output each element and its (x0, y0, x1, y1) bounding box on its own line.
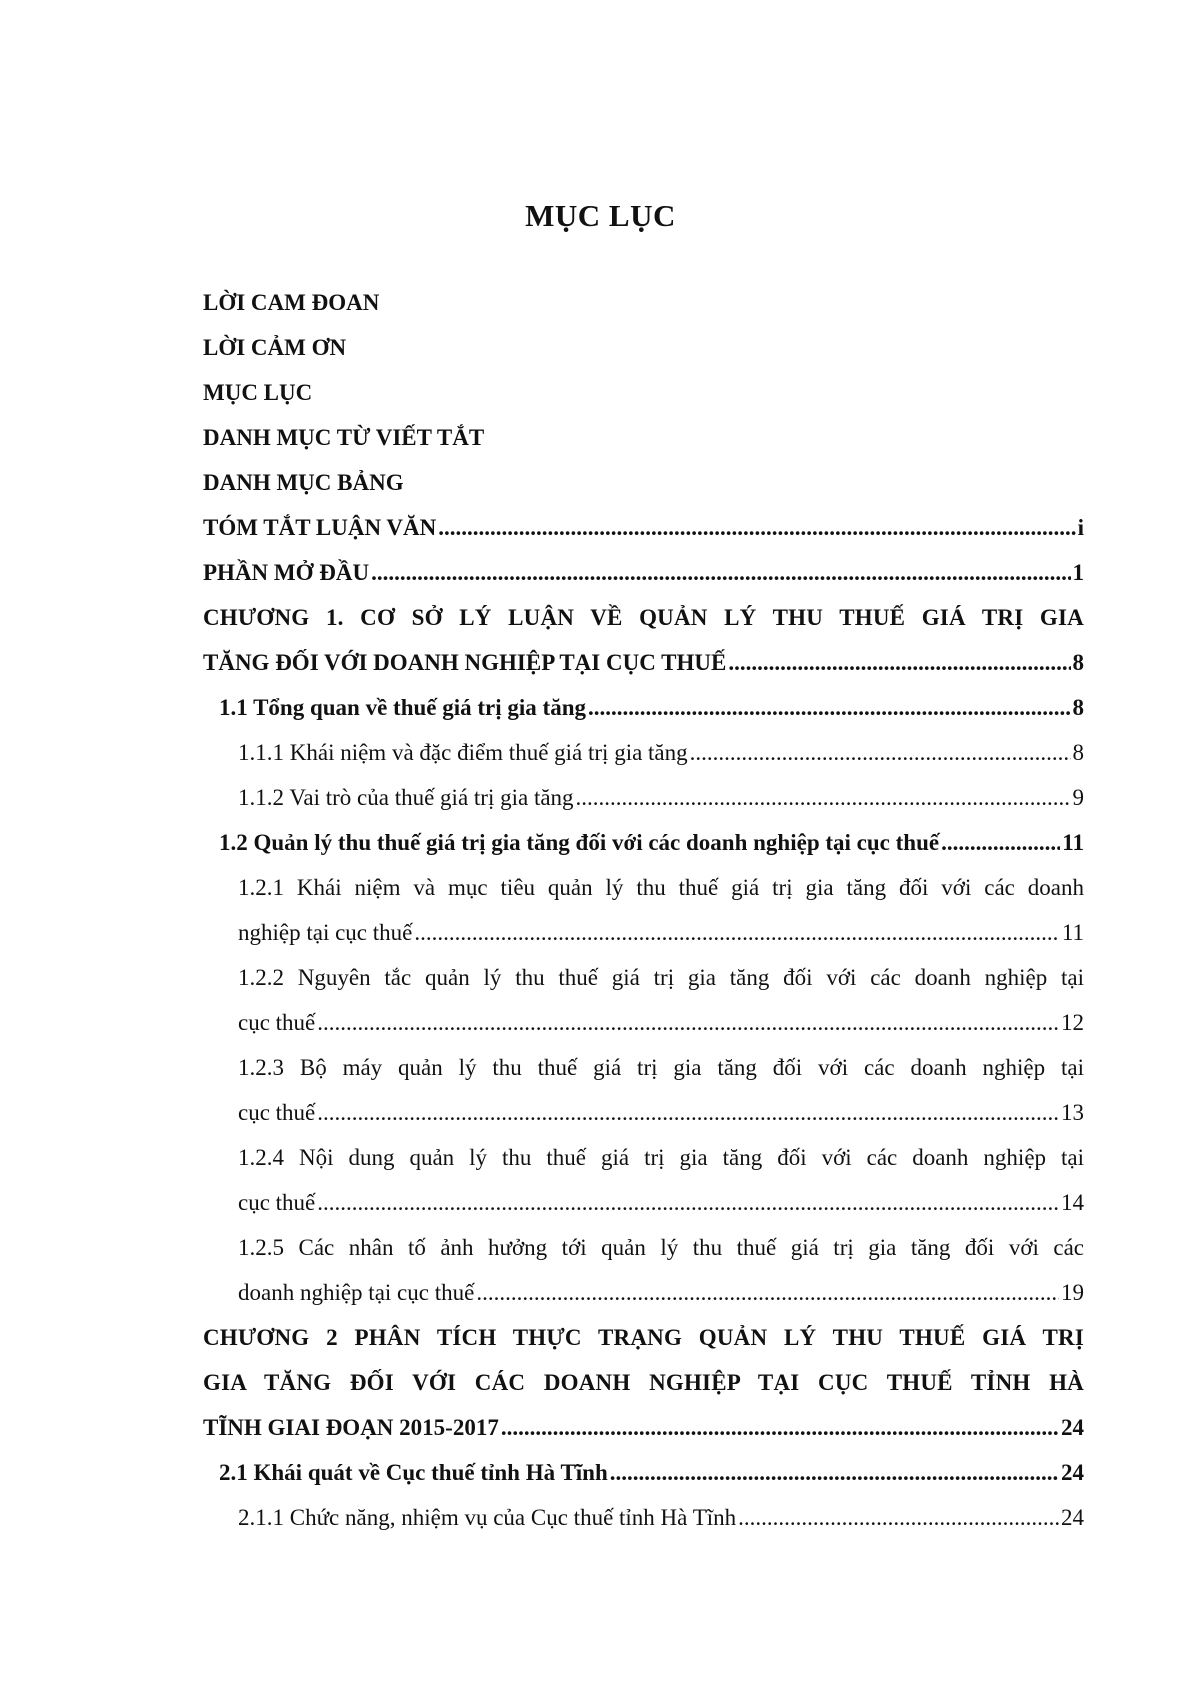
toc-entry-line: 1.2.2 Nguyên tắc quản lý thu thuế giá trị gia tăng đối với các doanh nghiệp tại (238, 965, 1084, 990)
page-number: 13 (1061, 1100, 1084, 1125)
dot-leader (476, 1270, 1059, 1315)
toc-entry-line: GIA TĂNG ĐỐI VỚI CÁC DOANH NGHIỆP TẠI CỤC THUẾ TỈNH HÀ (203, 1370, 1084, 1395)
dot-leader (738, 1495, 1059, 1540)
toc-entry-text: TĂNG ĐỐI VỚI DOANH NGHIỆP TẠI CỤC THUẾ (203, 650, 727, 675)
toc-entry-line (203, 640, 1084, 685)
toc-entry-1-1-2 (203, 775, 1084, 820)
dot-leader (317, 1090, 1059, 1135)
dot-leader (690, 730, 1071, 775)
toc-entry-line: 1.2.1 Khái niệm và mục tiêu quản lý thu thuế giá trị gia tăng đối với các doanh (238, 875, 1084, 900)
page-number: 12 (1061, 1010, 1084, 1035)
toc-entry-text: 2.1 Khái quát về Cục thuế tỉnh Hà Tĩnh (219, 1460, 608, 1485)
dot-leader (610, 1450, 1059, 1495)
toc-entry-danh-muc-bang: DANH MỤC BẢNG (203, 470, 404, 495)
dot-leader (576, 775, 1071, 820)
toc-entry-loi-cam-doan: LỜI CAM ĐOAN (203, 290, 380, 315)
toc-entry-1-2-1 (203, 865, 1084, 955)
toc-entry-2-1-1 (203, 1495, 1084, 1540)
page-number: i (1077, 515, 1084, 540)
dot-leader (317, 1180, 1059, 1225)
toc-entry-line (238, 1090, 1084, 1135)
toc-entry-chuong-1 (203, 595, 1084, 685)
dot-leader (501, 1405, 1059, 1450)
toc-entry-line (238, 1270, 1084, 1315)
toc-entry-text: nghiệp tại cục thuế (238, 920, 413, 945)
toc-entry-1-2 (203, 820, 1084, 865)
toc-entry-line: 1.2.4 Nội dung quản lý thu thuế giá trị gia tăng đối với các doanh nghiệp tại (238, 1145, 1084, 1170)
toc-entry-line: CHƯƠNG 2 PHÂN TÍCH THỰC TRẠNG QUẢN LÝ THU THUẾ GIÁ TRỊ (203, 1325, 1084, 1350)
page-number: 9 (1072, 785, 1084, 810)
toc-entry-text: TÓM TẮT LUẬN VĂN (203, 515, 437, 540)
toc-entry-1-1 (203, 685, 1084, 730)
page-number: 24 (1061, 1415, 1084, 1440)
toc-entry-text: 1.1 Tổng quan về thuế giá trị gia tăng (219, 695, 586, 720)
toc-entry-loi-cam-on: LỜI CẢM ƠN (203, 335, 347, 360)
toc-entry-2-1 (203, 1450, 1084, 1495)
toc-entry-line (238, 1000, 1084, 1045)
toc-entry-line (238, 1180, 1084, 1225)
toc-entry-muc-luc: MỤC LỤC (203, 380, 313, 405)
page-number: 11 (1061, 920, 1084, 945)
page-number: 24 (1061, 1460, 1084, 1485)
toc-entry-text: doanh nghiệp tại cục thuế (238, 1280, 475, 1305)
toc-entry-1-2-2 (203, 955, 1084, 1045)
toc-entry-text: cục thuế (238, 1010, 316, 1035)
dot-leader (438, 505, 1075, 550)
page-number: 19 (1061, 1280, 1084, 1305)
table-of-contents (203, 280, 1084, 1540)
toc-entry-text: cục thuế (238, 1100, 316, 1125)
toc-entry-line (203, 1405, 1084, 1450)
toc-entry-line: 1.2.3 Bộ máy quản lý thu thuế giá trị gia tăng đối với các doanh nghiệp tại (238, 1055, 1084, 1080)
dot-leader (728, 640, 1070, 685)
toc-entry-1-2-5 (203, 1225, 1084, 1315)
toc-entry-text: 1.1.2 Vai trò của thuế giá trị gia tăng (238, 785, 574, 810)
toc-entry-text: PHẦN MỞ ĐẦU (203, 560, 370, 585)
toc-entry-mo-dau (203, 550, 1084, 595)
dot-leader (317, 1000, 1059, 1045)
dot-leader (588, 685, 1071, 730)
page-number: 1 (1072, 560, 1084, 585)
dot-leader (371, 550, 1070, 595)
toc-entry-line: 1.2.5 Các nhân tố ảnh hưởng tới quản lý thu thuế giá trị gia tăng đối với các (238, 1235, 1084, 1260)
toc-entry-1-2-4 (203, 1135, 1084, 1225)
page-number: 8 (1072, 740, 1084, 765)
page-number: 11 (1062, 830, 1084, 855)
toc-entry-line: CHƯƠNG 1. CƠ SỞ LÝ LUẬN VỀ QUẢN LÝ THU THUẾ GIÁ TRỊ GIA (203, 605, 1084, 630)
toc-entry-line (238, 910, 1084, 955)
toc-entry-text: 2.1.1 Chức năng, nhiệm vụ của Cục thuế tỉnh Hà Tĩnh (238, 1505, 737, 1530)
toc-entry-danh-muc-tu-viet-tat: DANH MỤC TỪ VIẾT TẮT (203, 425, 485, 450)
dot-leader (414, 910, 1059, 955)
page-number: 8 (1072, 695, 1084, 720)
toc-entry-tom-tat (203, 505, 1084, 550)
dot-leader (941, 820, 1060, 865)
toc-entry-text: cục thuế (238, 1190, 316, 1215)
toc-entry-1-2-3 (203, 1045, 1084, 1135)
toc-entry-chuong-2 (203, 1315, 1084, 1450)
page-title: MỤC LỤC (525, 198, 676, 233)
toc-entry-1-1-1 (203, 730, 1084, 775)
page-number: 8 (1072, 650, 1084, 675)
toc-entry-text: 1.1.1 Khái niệm và đặc điểm thuế giá trị gia tăng (238, 740, 688, 765)
toc-entry-text: 1.2 Quản lý thu thuế giá trị gia tăng đối với các doanh nghiệp tại cục thuế (219, 830, 940, 855)
page-number: 14 (1061, 1190, 1084, 1215)
page-number: 24 (1061, 1505, 1084, 1530)
toc-entry-text: TĨNH GIAI ĐOẠN 2015-2017 (203, 1415, 499, 1440)
